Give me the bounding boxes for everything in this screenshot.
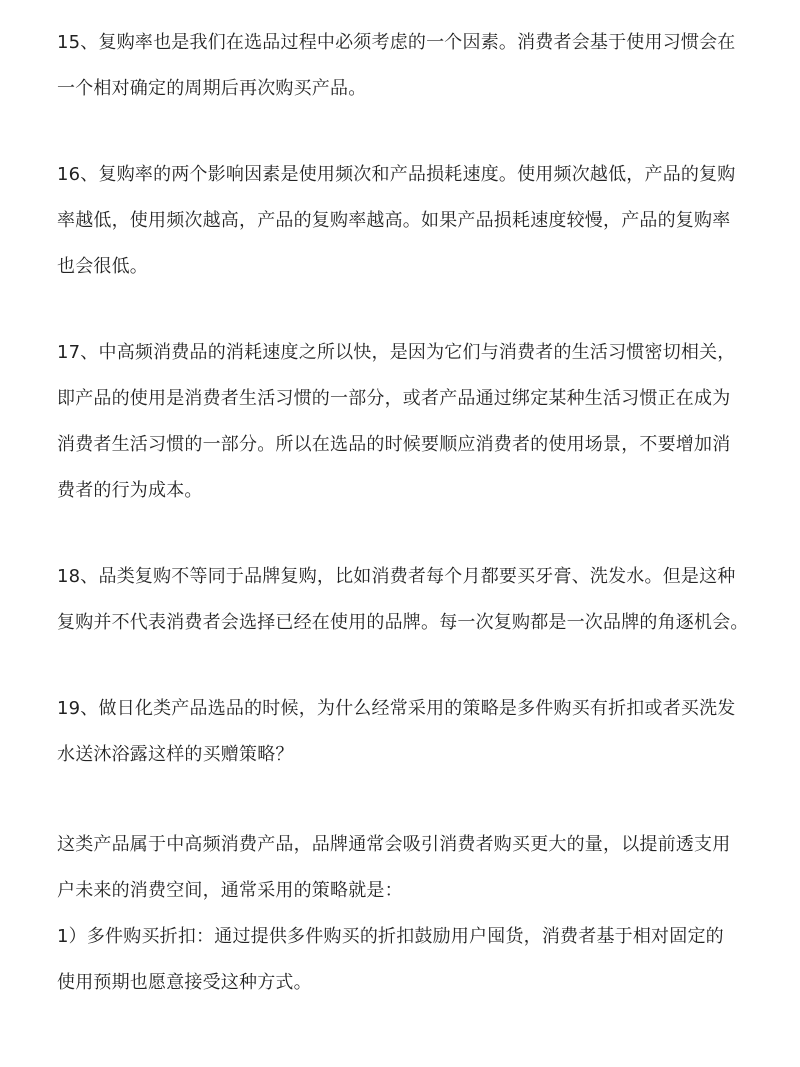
- text-line: 使用预期也愿意接受这种方式。: [57, 972, 312, 993]
- text-line: 即产品的使用是消费者生活习惯的一部分，或者产品通过绑定某种生活习惯正在成为: [57, 388, 731, 409]
- text-line: 率越低，使用频次越高，产品的复购率越高。如果产品损耗速度较慢，产品的复购率: [57, 210, 731, 231]
- paragraph-15: [57, 20, 768, 112]
- paragraph-18: [57, 554, 768, 646]
- text-line: 18、品类复购不等同于品牌复购，比如消费者每个月都要买牙膏、洗发水。但是这种: [57, 566, 736, 587]
- text-line: 这类产品属于中高频消费产品，品牌通常会吸引消费者购买更大的量，以提前透支用: [57, 834, 731, 855]
- text-line: 也会很低。: [57, 256, 148, 277]
- text-line: 17、中高频消费品的消耗速度之所以快，是因为它们与消费者的生活习惯密切相关，: [57, 342, 736, 363]
- paragraph-19: [57, 686, 768, 778]
- text-line: 16、复购率的两个影响因素是使用频次和产品损耗速度。使用频次越低，产品的复购: [57, 164, 736, 185]
- text-line: 复购并不代表消费者会选择已经在使用的品牌。每一次复购都是一次品牌的角逐机会。: [57, 612, 749, 633]
- paragraph-16: [57, 152, 768, 290]
- text-line: 1）多件购买折扣：通过提供多件购买的折扣鼓励用户囤货，消费者基于相对固定的: [57, 926, 724, 947]
- text-line: 户未来的消费空间，通常采用的策略就是：: [57, 880, 403, 901]
- paragraph-answer: [57, 822, 768, 1006]
- paragraph-17: [57, 330, 768, 514]
- text-line: 消费者生活习惯的一部分。所以在选品的时候要顺应消费者的使用场景，不要增加消: [57, 434, 731, 455]
- text-line: 15、复购率也是我们在选品过程中必须考虑的一个因素。消费者会基于使用习惯会在: [57, 32, 736, 53]
- text-line: 费者的行为成本。: [57, 480, 203, 501]
- text-line: 水送沐浴露这样的买赠策略？: [57, 744, 294, 765]
- text-line: 19、做日化类产品选品的时候，为什么经常采用的策略是多件购买有折扣或者买洗发: [57, 698, 736, 719]
- text-line: 一个相对确定的周期后再次购买产品。: [57, 78, 367, 99]
